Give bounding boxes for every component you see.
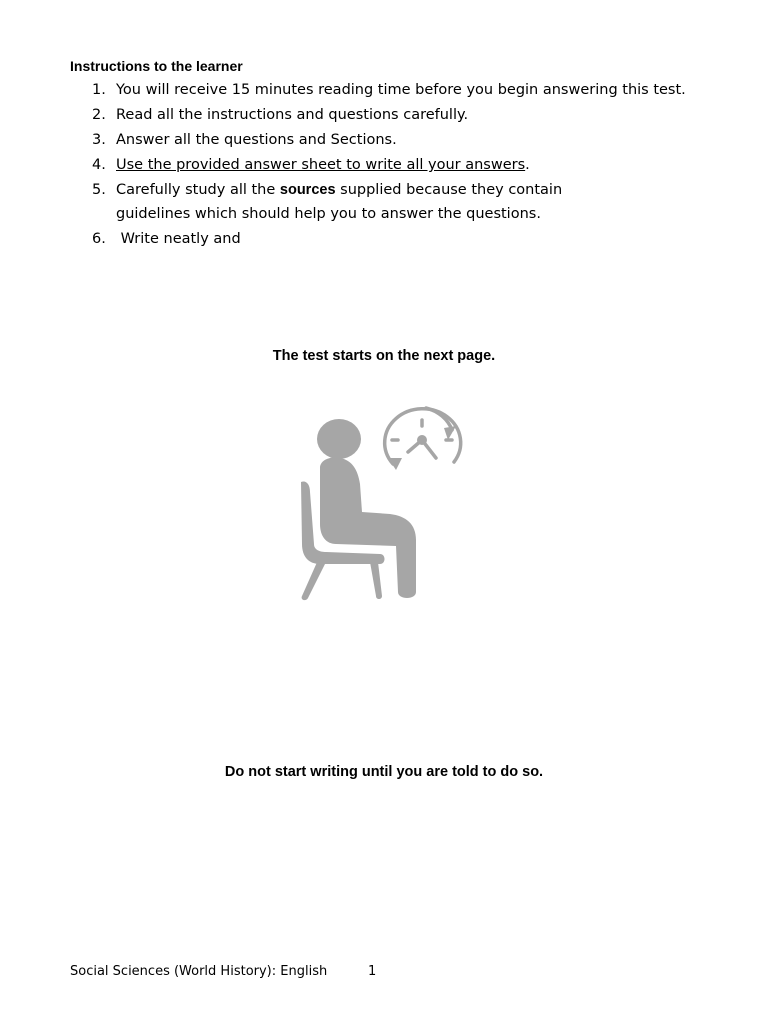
item-number: 5. — [92, 182, 106, 198]
list-item — [92, 82, 712, 99]
item-text: You will receive 15 minutes reading time before you begin answering this test. — [116, 82, 686, 98]
item-number: 1. — [92, 82, 106, 98]
item-text — [116, 157, 712, 174]
instructions-list — [92, 82, 712, 256]
item-continuation: guidelines which should help you to answer the questions. — [116, 206, 541, 222]
do-not-start-note: Do not start writing until you are told to do so. — [224, 764, 544, 780]
item-text-after: supplied because they contain — [335, 182, 563, 198]
seated-person-waiting-clock-icon — [296, 400, 468, 605]
item-text: Read all the instructions and questions carefully. — [116, 107, 469, 123]
item-text: Write neatly and — [116, 231, 241, 247]
item-text: Answer all the questions and Sections. — [116, 132, 397, 148]
item-number: 4. — [92, 157, 106, 173]
list-item — [92, 157, 712, 174]
instructions-heading: Instructions to the learner — [70, 58, 243, 74]
test-starts-note: The test starts on the next page. — [272, 348, 496, 364]
underlined-text: Use the provided answer sheet to write all your answers — [116, 157, 526, 173]
list-item — [92, 231, 712, 248]
item-number: 3. — [92, 132, 106, 148]
item-text-before: Carefully study all the — [116, 182, 280, 198]
list-item — [92, 107, 712, 124]
footer-subject: Social Sciences (World History): English — [70, 964, 328, 979]
item-suffix: . — [525, 157, 530, 173]
item-number: 2. — [92, 107, 106, 123]
list-item — [92, 182, 712, 223]
item-text — [116, 182, 712, 223]
list-item — [92, 132, 712, 149]
item-number: 6. — [92, 231, 106, 247]
page-number: 1 — [368, 964, 377, 979]
bold-sources: sources — [279, 182, 336, 198]
